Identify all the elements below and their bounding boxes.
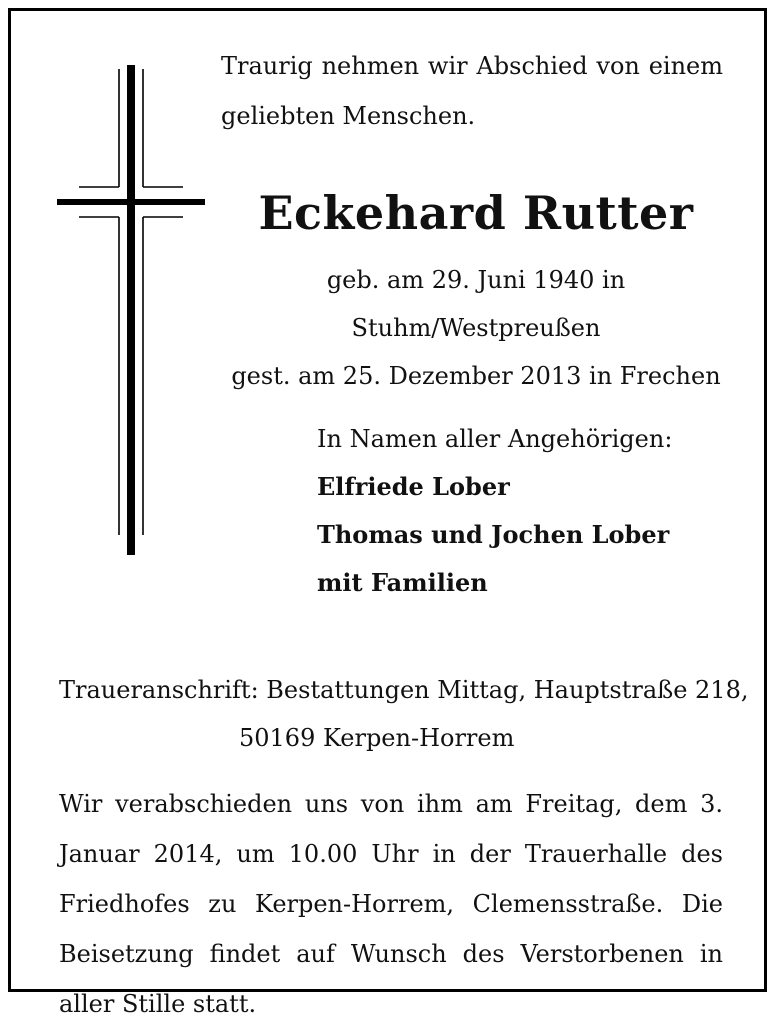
service-details: Wir verabschieden uns von ihm am Freitag, dem 3. Januar 2014, um 10.00 Uhr in der Trauerhalle des Friedhofes zu Kerpen-Horrem, Clemensstraße. Die Beisetzung findet auf Wunsch des Verstorbenen in aller Stille statt. [59,790,723,1018]
life-dates [216,256,736,400]
obituary-notice [8,8,767,1018]
family-member: Thomas und Jochen Lober [317,520,670,549]
death-date: gest. am 25. Dezember 2013 in Frechen [231,362,721,390]
cross-icon [57,55,205,555]
family-signature [317,415,672,607]
family-intro: In Namen aller Angehörigen: [317,425,673,453]
family-member: mit Familien [317,568,488,597]
birth-date: geb. am 29. Juni 1940 in Stuhm/Westpreußen [326,266,626,342]
intro-text: Traurig nehmen wir Abschied von einem geliebten Menschen. [221,52,723,130]
deceased-name: Eckehard Rutter [258,186,694,240]
family-member: Elfriede Lober [317,472,510,501]
mourning-address-line1: Traueranschrift: Bestattungen Mittag, Hauptstraße 218, [59,676,749,704]
mourning-address-line2: 50169 Kerpen-Horrem [239,724,515,752]
